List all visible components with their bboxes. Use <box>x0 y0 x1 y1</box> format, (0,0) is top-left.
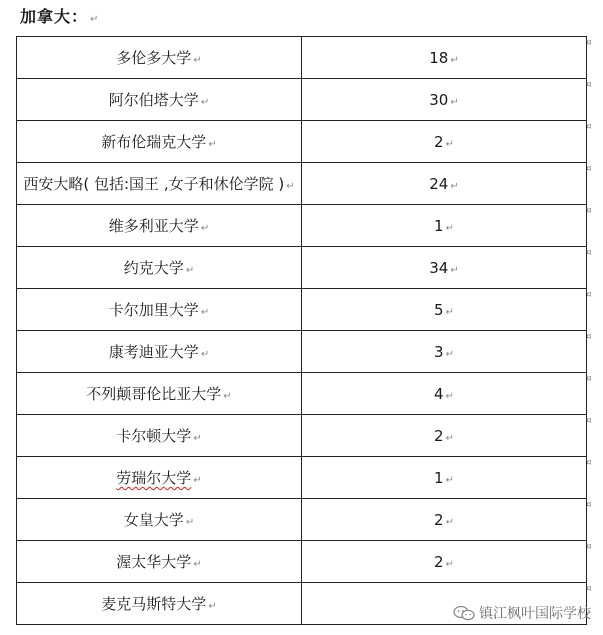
watermark-text: 镇江枫叶国际学校 <box>479 606 591 622</box>
university-name: 维多利亚大学 <box>108 217 199 235</box>
row-end-mark: ¤ <box>586 122 592 132</box>
university-name-cell <box>17 289 302 331</box>
cell-end-mark: ↵ <box>450 264 459 276</box>
university-name: 卡尔加里大学 <box>108 301 199 319</box>
cell-end-mark: ↵ <box>445 222 454 234</box>
cell-end-mark: ↵ <box>445 138 454 150</box>
table-row <box>17 457 587 499</box>
university-name: 阿尔伯塔大学 <box>108 91 199 109</box>
row-end-mark: ¤ <box>586 38 592 48</box>
table-row <box>17 163 587 205</box>
cell-end-mark: ↵ <box>450 96 459 108</box>
table-body <box>17 37 587 625</box>
student-count: 4 <box>434 384 444 403</box>
student-count: 2 <box>434 426 444 445</box>
student-count: 5 <box>434 300 444 319</box>
university-name-cell <box>17 457 302 499</box>
university-name: 多伦多大学 <box>116 49 192 67</box>
cell-end-mark: ↵ <box>200 307 210 318</box>
row-end-mark: ¤ <box>586 206 592 216</box>
university-name-cell <box>17 499 302 541</box>
student-count-cell <box>302 499 587 541</box>
row-end-mark: ¤ <box>586 500 592 510</box>
university-name: 渥太华大学 <box>116 553 192 571</box>
row-end-mark: ¤ <box>586 332 592 342</box>
student-count-cell <box>302 373 587 415</box>
university-name-cell <box>17 583 302 625</box>
student-count: 2 <box>434 510 444 529</box>
cell-end-mark: ↵ <box>193 475 202 486</box>
row-end-mark: ¤ <box>586 80 592 90</box>
university-name-cell <box>17 373 302 415</box>
row-end-mark: ¤ <box>586 416 592 426</box>
student-count-cell <box>302 457 587 499</box>
cell-end-mark: ↵ <box>450 54 459 66</box>
student-count-cell <box>302 247 587 289</box>
cell-end-mark: ↵ <box>445 474 454 486</box>
student-count-cell <box>302 541 587 583</box>
table-row <box>17 541 587 583</box>
cell-end-mark: ↵ <box>286 181 295 192</box>
university-name: 不列颠哥伦比亚大学 <box>86 385 222 403</box>
student-count-cell <box>302 205 587 247</box>
student-count-cell <box>302 415 587 457</box>
cell-end-mark: ↵ <box>208 601 217 612</box>
university-name: 新布伦瑞克大学 <box>101 133 207 151</box>
university-name-cell <box>17 331 302 373</box>
table-row <box>17 499 587 541</box>
cell-end-mark: ↵ <box>223 391 232 402</box>
cell-end-mark: ↵ <box>200 349 210 360</box>
university-name: 卡尔顿大学 <box>116 427 192 445</box>
university-name: 约克大学 <box>123 259 184 277</box>
row-end-mark: ¤ <box>586 374 592 384</box>
cell-end-mark: ↵ <box>445 348 454 360</box>
student-count: 2 <box>434 552 444 571</box>
watermark <box>453 603 591 623</box>
student-count: 18 <box>429 48 449 67</box>
university-name-cell <box>17 247 302 289</box>
student-count-cell <box>302 331 587 373</box>
table-row <box>17 373 587 415</box>
row-end-mark: ¤ <box>586 542 592 552</box>
cell-end-mark: ↵ <box>200 223 210 234</box>
university-name-cell <box>17 121 302 163</box>
table-row <box>17 331 587 373</box>
university-name-cell <box>17 79 302 121</box>
university-name: 劳瑞尔大学 <box>116 469 192 487</box>
table-row <box>17 415 587 457</box>
table-row <box>17 121 587 163</box>
cell-end-mark: ↵ <box>200 97 210 108</box>
table-row <box>17 79 587 121</box>
cell-end-mark: ↵ <box>445 516 454 528</box>
cell-end-mark: ↵ <box>445 306 454 318</box>
table-row <box>17 289 587 331</box>
student-count: 34 <box>429 258 449 277</box>
university-name-cell <box>17 415 302 457</box>
cell-end-mark: ↵ <box>445 390 454 402</box>
student-count: 3 <box>434 342 444 361</box>
university-name: 女皇大学 <box>123 511 184 529</box>
student-count: 24 <box>429 174 449 193</box>
cell-end-mark: ↵ <box>208 139 217 150</box>
page-heading <box>20 4 99 27</box>
paragraph-mark: ↵ <box>90 14 100 25</box>
cell-end-mark: ↵ <box>445 558 454 570</box>
student-count-cell <box>302 37 587 79</box>
cell-end-mark: ↵ <box>185 517 195 528</box>
row-end-mark: ¤ <box>586 248 592 258</box>
student-count-cell <box>302 79 587 121</box>
student-count: 1 <box>434 216 444 235</box>
university-table <box>16 36 587 625</box>
university-name-cell <box>17 37 302 79</box>
student-count-cell <box>302 163 587 205</box>
row-end-mark: ¤ <box>586 290 592 300</box>
student-count-cell <box>302 289 587 331</box>
cell-end-mark: ↵ <box>193 559 202 570</box>
cell-end-mark: ↵ <box>445 432 454 444</box>
table-row <box>17 205 587 247</box>
cell-end-mark: ↵ <box>193 55 202 66</box>
row-end-mark: ¤ <box>586 584 592 594</box>
wechat-icon <box>453 605 475 621</box>
cell-end-mark: ↵ <box>450 180 459 192</box>
cell-end-mark: ↵ <box>193 433 202 444</box>
university-name: 康考迪亚大学 <box>108 343 199 361</box>
cell-end-mark: ↵ <box>185 265 195 276</box>
student-count-cell <box>302 121 587 163</box>
university-name-cell <box>17 163 302 205</box>
table-row <box>17 37 587 79</box>
row-end-mark: ¤ <box>586 458 592 468</box>
student-count: 2 <box>434 132 444 151</box>
university-name-cell <box>17 205 302 247</box>
university-name: 麦克马斯特大学 <box>101 595 207 613</box>
student-count: 30 <box>429 90 449 109</box>
university-name-cell <box>17 541 302 583</box>
table-row <box>17 247 587 289</box>
student-count: 1 <box>434 468 444 487</box>
heading-title: 加拿大： <box>20 7 89 26</box>
university-name: 西安大略( 包括:国王 ,女子和休伦学院 ) <box>23 175 285 193</box>
row-end-mark: ¤ <box>586 164 592 174</box>
